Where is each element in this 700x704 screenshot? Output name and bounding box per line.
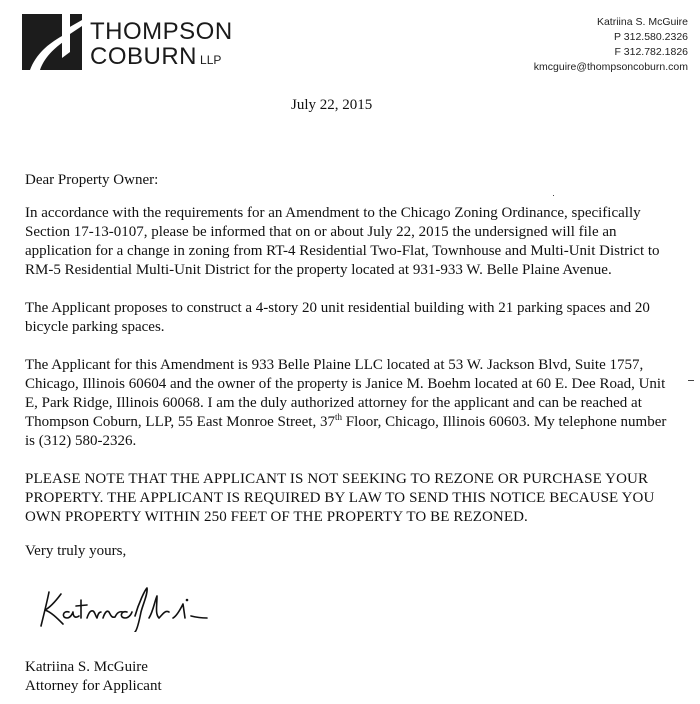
thompson-coburn-logo-icon [22, 14, 82, 70]
scan-artifact [553, 195, 554, 196]
paragraph-applicant-info-part1: The Applicant for this Amendment is 933 Belle Plaine LLC located at 53 W. Jackson Blvd, Suite 1757, Chicago, Illinois 60604 and the owner of the property is Janice M. Boehm located at 60 E. Dee Road, Unit E, Park Ridge, Illinois 60068. I am the duly authorized attorney for the applicant and can be reached at Thompson Coburn, LLP, 55 East Monroe Street, 37 [25, 357, 666, 430]
signer-block [25, 658, 162, 696]
paragraph-zoning-amendment: In accordance with the requirements for an Amendment to the Chicago Zoning Ordinance, specifically Section 17-13-0107, please be informed that on or about July 22, 2015 the undersigned will file an application for a change in zoning from RT-4 Residential Two-Flat, Townhouse and Multi-Unit District to RM-5 Residential Multi-Unit District for the property located at 931-933 W. Belle Plaine Avenue. [25, 205, 660, 278]
firm-suffix: LLP [200, 53, 222, 67]
firm-name [90, 20, 233, 73]
paragraph-proposal: The Applicant proposes to construct a 4-story 20 unit residential building with 21 parking spaces and 20 bicycle parking spaces. [25, 300, 650, 335]
paragraph-applicant-info [25, 356, 680, 451]
signature-image [35, 582, 210, 632]
contact-block [534, 15, 688, 75]
letter-date: July 22, 2015 [291, 97, 373, 113]
signer-title: Attorney for Applicant [25, 678, 162, 694]
scan-artifact [688, 380, 694, 381]
notice-paragraph: PLEASE NOTE THAT THE APPLICANT IS NOT SEEKING TO REZONE OR PURCHASE YOUR PROPERTY. THE APPLICANT IS REQUIRED BY LAW TO SEND THIS NOTICE BECAUSE YOU OWN PROPERTY WITHIN 250 FEET OF THE PROPERTY TO BE REZONED. [25, 471, 655, 525]
contact-fax: F 312.782.1826 [614, 46, 688, 58]
ordinal-suffix: th [334, 412, 342, 422]
salutation: Dear Property Owner: [25, 172, 159, 188]
firm-name-line1: THOMPSON [90, 18, 233, 45]
letter-body [25, 171, 680, 546]
contact-phone: P 312.580.2326 [614, 31, 688, 43]
paragraph-applicant-info-part2: Floor, Chicago, Illinois 60603. My telephone number is (312) 580-2326. [25, 414, 667, 449]
contact-name: Katriina S. McGuire [596, 16, 688, 28]
signer-name: Katriina S. McGuire [25, 659, 148, 675]
closing: Very truly yours, [25, 543, 127, 559]
contact-email[interactable]: kmcguire@thompsoncoburn.com [533, 61, 688, 73]
firm-name-line2: COBURN [90, 43, 198, 70]
